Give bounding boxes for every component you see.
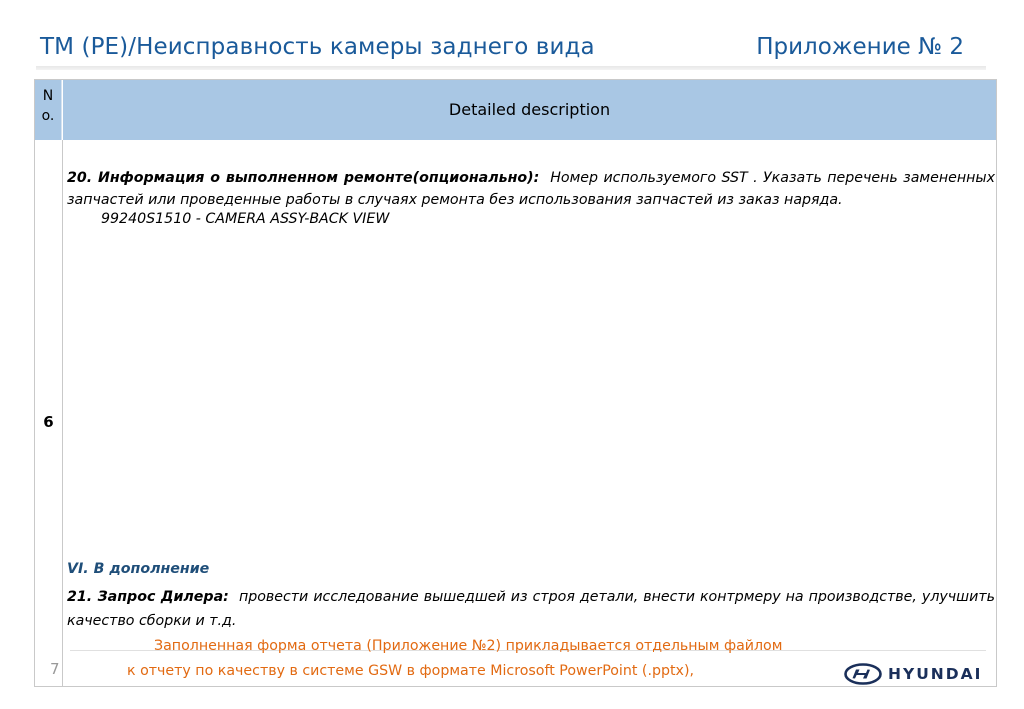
logo-wordmark: HYUNDAI xyxy=(888,665,983,683)
footer-note-line-1: Заполненная форма отчета (Приложение №2) прикладывается отдельным файлом xyxy=(154,638,783,654)
report-table xyxy=(34,79,997,687)
column-header-description: Detailed description xyxy=(63,80,996,140)
title-divider xyxy=(36,66,986,70)
row-number: 6 xyxy=(43,413,54,431)
item-21-lead: 21. Запрос Дилера: xyxy=(67,589,229,605)
page-number: 7 xyxy=(50,660,60,678)
part-number-line: 99240S1510 - CAMERA ASSY-BACK VIEW xyxy=(101,211,390,227)
item-21-text: провести исследование вышедшей из строя детали, внести контрмеру на производстве, улучшить качество сборки и т.д. xyxy=(67,589,995,629)
hyundai-logo-icon xyxy=(844,663,882,685)
item-20-text: Номер используемого SST . Указать перечень замененных запчастей или проведенные работы в случаях ремонта без использования запчастей из заказ наряда. xyxy=(67,170,995,208)
section-vi-heading: VI. В дополнение xyxy=(67,561,210,577)
column-divider xyxy=(62,140,63,686)
appendix-label: Приложение № 2 xyxy=(756,34,964,60)
item-20-repair-info xyxy=(67,167,995,211)
page-title: ТМ (PE)/Неисправность камеры заднего вида xyxy=(40,34,595,60)
hyundai-logo xyxy=(844,663,982,685)
item-21-dealer-request xyxy=(67,585,995,633)
item-20-lead: 20. Информация о выполненном ремонте(опционально): xyxy=(67,170,540,186)
column-header-number: N o. xyxy=(35,80,62,140)
footer-note-line-2: к отчету по качеству в системе GSW в формате Microsoft PowerPoint (.pptx), xyxy=(127,663,694,679)
